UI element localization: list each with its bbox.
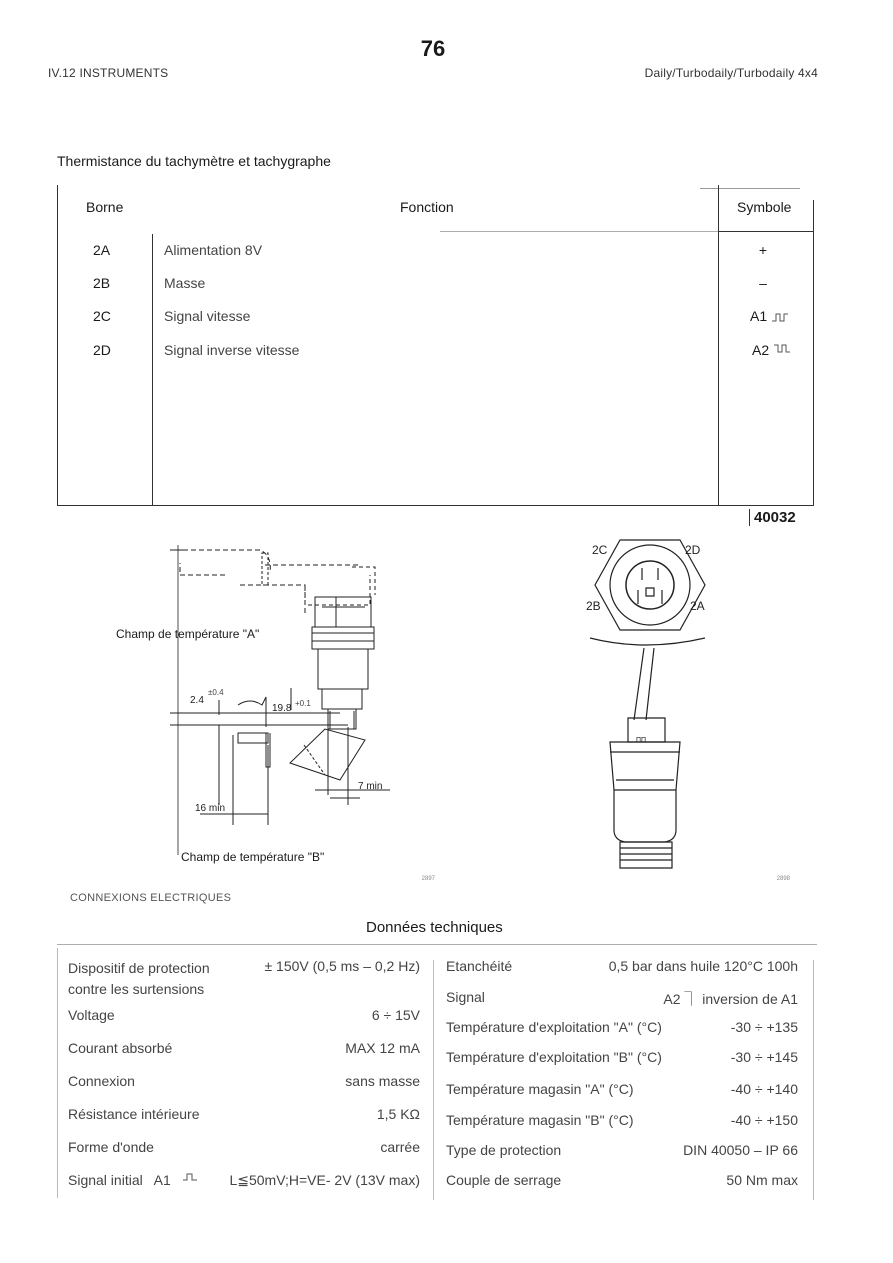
tech-label: Voltage [68,1007,115,1023]
tech-value: L≦50mV;H=VE- 2V (13V max) [229,1172,420,1188]
connector-drawing [580,530,800,880]
square-wave-icon [771,311,789,323]
tech-label: Résistance intérieure [68,1106,200,1122]
tech-value: 50 Nm max [726,1172,798,1188]
reference-code: 40032 [749,509,800,526]
tech-value: 1,5 KΩ [376,1106,420,1122]
square-wave-icon [182,1172,198,1182]
tech-value: -40 ÷ +140 [730,1081,798,1097]
tech-value: -40 ÷ +150 [730,1112,798,1128]
tech-value: -30 ÷ +135 [730,1019,798,1035]
header-borne: Borne [86,199,124,215]
table-row-symbole: A1 [750,308,768,324]
pin-label-2b: 2B [586,599,601,613]
tech-value: sans masse [345,1073,420,1089]
table-row-fonction: Alimentation 8V [164,242,263,258]
tech-label: Couple de serrage [446,1172,562,1188]
tech-label: Dispositif de protection contre les surtensions [68,960,210,997]
tech-value: 6 ÷ 15V [371,1007,420,1023]
tech-label: Température magasin "B" (°C) [446,1112,634,1128]
dimension-label: 2.4 [190,695,204,706]
table-row-borne: 2B [93,275,111,291]
table-row-fonction: Signal inverse vitesse [164,342,300,358]
tech-value: A2 ⏋ inversion de A1 [663,991,798,1007]
dimension-label: 7 min [358,781,383,792]
header-fonction: Fonction [400,199,454,215]
page-title: Thermistance du tachymètre et tachygraphe [57,153,331,169]
dimension-label: 16 min [195,803,226,814]
pin-label-2a: 2A [690,599,705,613]
table-row-borne: 2A [93,242,111,258]
tech-value: DIN 40050 – IP 66 [683,1142,798,1158]
temp-field-b-label: Champ de température "B" [181,850,325,864]
dimension-tolerance: ±0.4 [208,688,224,697]
figure-ref: 2897 [421,876,435,880]
tech-value: MAX 12 mA [345,1040,420,1056]
pin-label-2d: 2D [685,543,701,557]
tech-value: ± 150V (0,5 ms – 0,2 Hz) [264,958,420,974]
figure-ref: 2898 [776,876,790,880]
table-row-borne: 2D [93,342,111,358]
tech-label: Type de protection [446,1142,562,1158]
inverted-wave-icon [773,342,791,354]
svg-text:ΠΠ: ΠΠ [636,737,647,744]
page-number: 76 [420,36,446,61]
dimension-label: 19.8 [272,703,292,714]
table-row-symbole: + [758,242,768,258]
tech-title: Données techniques [366,919,503,936]
tech-label: Signal initial A1 [68,1172,171,1188]
table-row-fonction: Signal vitesse [164,308,251,324]
pin-label-2c: 2C [592,543,608,557]
sensor-dimension-drawing [100,535,440,880]
tech-value: carrée [380,1139,420,1155]
table-row-fonction: Masse [164,275,206,291]
tech-label: Température d'exploitation "A" (°C) [446,1019,662,1035]
dimension-tolerance: +0.1 [295,699,311,708]
tech-value: -30 ÷ +145 [730,1049,798,1065]
tech-label: Signal [446,989,485,1005]
table-row-borne: 2C [93,308,111,324]
table-row-symbole: – [759,275,767,291]
tech-label: Etanchéité [446,958,513,974]
header-symbole: Symbole [737,199,792,215]
temp-field-a-label: Champ de température "A" [116,627,260,641]
tech-label: Connexion [68,1073,135,1089]
tech-label: Courant absorbé [68,1040,173,1056]
tech-label: Température magasin "A" (°C) [446,1081,634,1097]
section-title: IV.12 INSTRUMENTS [48,66,169,80]
tech-value: 0,5 bar dans huile 120°C 100h [608,958,798,974]
figure-caption: CONNEXIONS ELECTRIQUES [70,892,232,904]
model-title: Daily/Turbodaily/Turbodaily 4x4 [644,66,818,80]
tech-label: Température d'exploitation "B" (°C) [446,1049,662,1065]
tech-label: Forme d'onde [68,1139,154,1155]
table-row-symbole: A2 [752,342,770,358]
